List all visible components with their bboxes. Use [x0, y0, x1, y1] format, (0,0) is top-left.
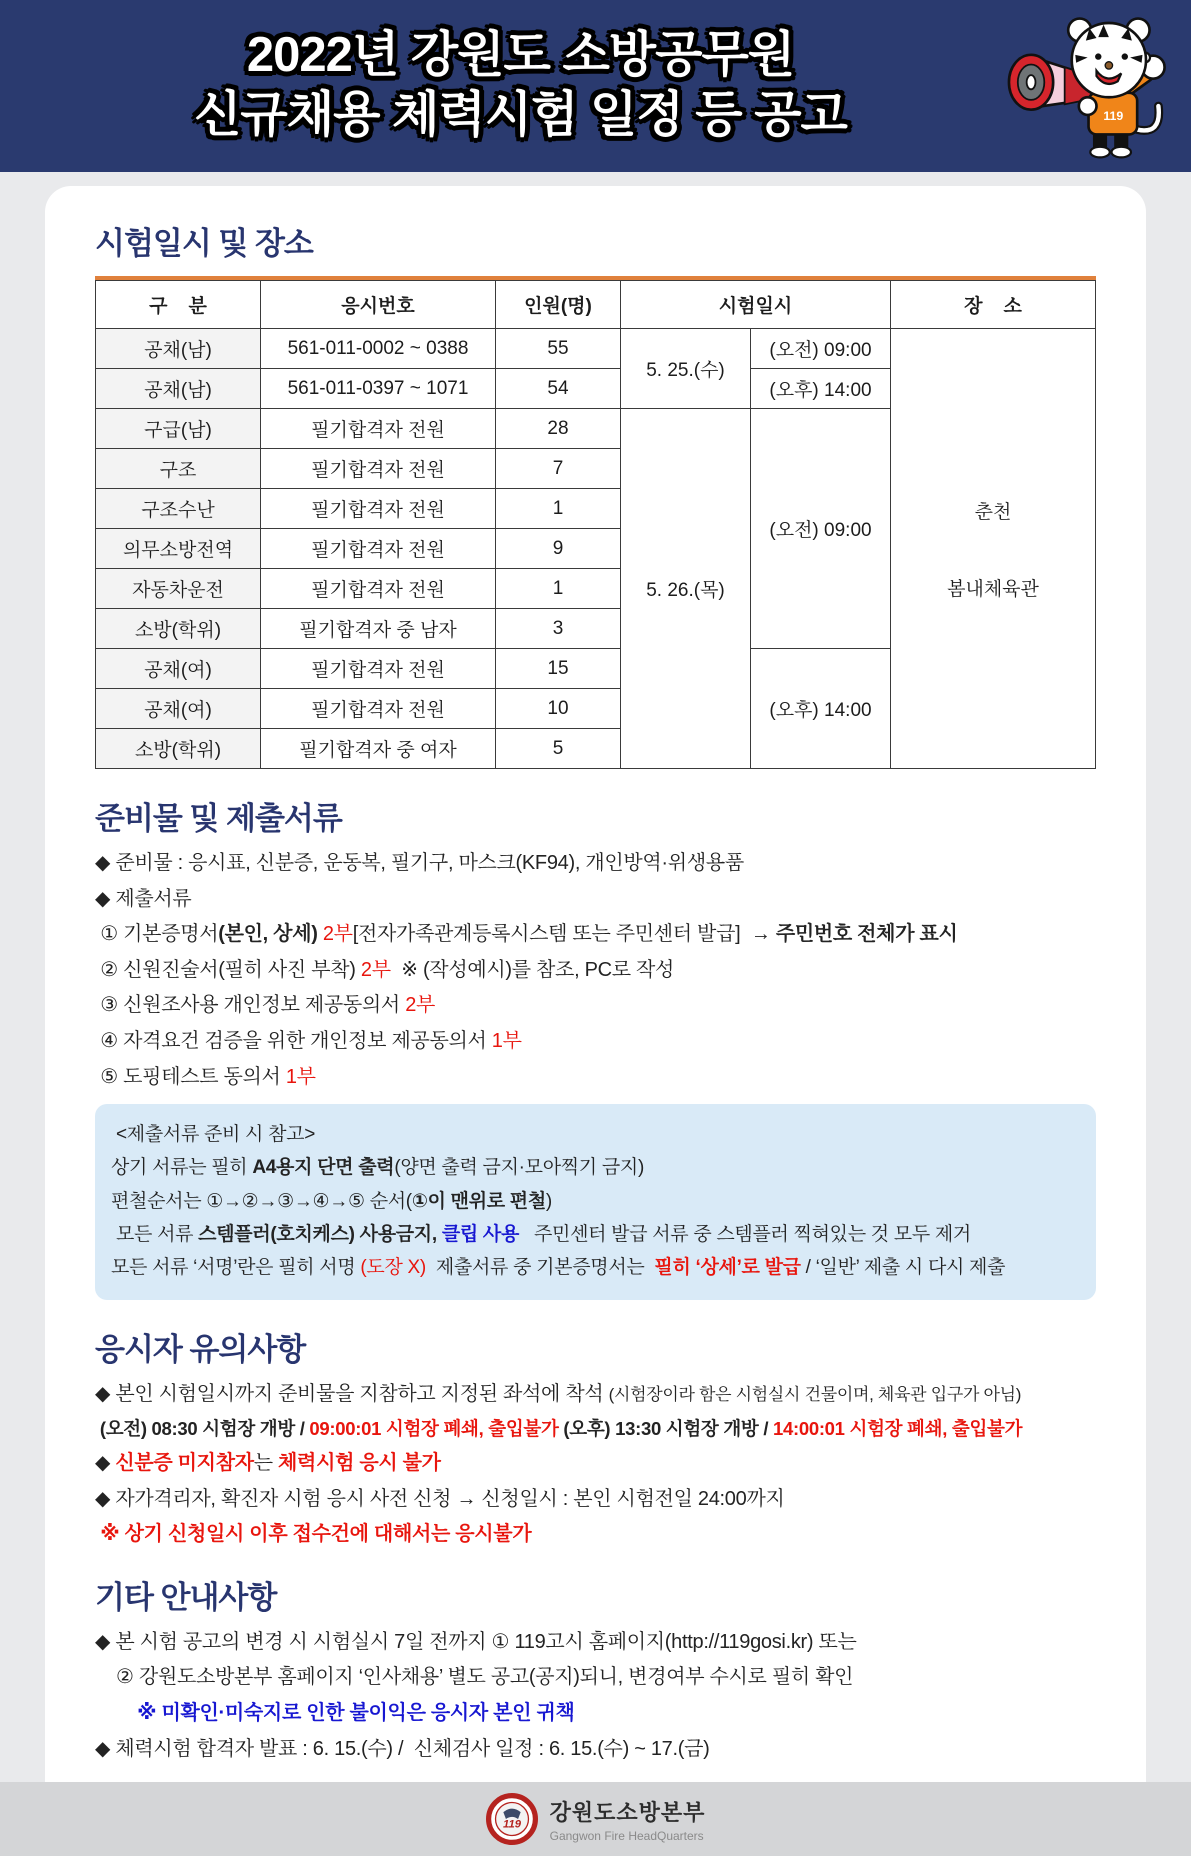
cell-time: (오전) 09:00 — [751, 409, 891, 649]
section-title-etc: 기타 안내사항 — [95, 1579, 277, 1615]
doc-line-item5: ⑤ 도핑테스트 동의서 1부 — [95, 1065, 316, 1088]
doc-line-supplies: ◆ 준비물 : 응시표, 신분증, 운동복, 필기구, 마스크(KF94), 개인방역·위생용품 — [95, 852, 744, 874]
etc-line-change-notice2: ② 강원도소방본부 홈페이지 ‘인사채용’ 별도 공고(공지)되니, 변경여부 수시로 필히 확인 — [95, 1666, 854, 1689]
place-line2: 봄내체육관 — [947, 578, 1039, 600]
notice-line-id-required: ◆ 신분증 미지참자는 체력시험 응시 불가 — [95, 1451, 441, 1474]
notice-line-seating: ◆ 본인 시험일시까지 준비물을 지참하고 지정된 좌석에 착석 (시험장이라 함은 시험실시 건물이며, 체육관 입구가 아님) — [95, 1382, 1022, 1405]
cell-count: 28 — [496, 409, 621, 449]
footer-org-name-en: Gangwon Fire HeadQuarters — [549, 1828, 704, 1843]
etc-line-responsibility: ※ 미확인·미숙지로 인한 불이익은 응시자 본인 귀책 — [95, 1701, 575, 1724]
cell-time: (오후) 14:00 — [751, 649, 891, 769]
poster-banner — [0, 0, 1191, 172]
etc-line-change-notice1: ◆ 본 시험 공고의 변경 시 시험실시 7일 전까지 ① 119고시 홈페이지(http://119gosi.kr) 또는 — [95, 1630, 857, 1653]
cell-time: (오전) 09:00 — [751, 329, 891, 369]
notice-line-quarantine: ◆ 자가격리자, 확진자 시험 응시 사전 신청 → 신청일시 : 본인 시험전일 24:00까지 — [95, 1487, 785, 1510]
note-box-title: <제출서류 준비 시 참고> — [111, 1124, 315, 1146]
notice-line-gate-times: (오전) 08:30 시험장 개방 / 09:00:01 시험장 폐쇄, 출입불가 (오후) 13:30 시험장 개방 / 14:00:01 시험장 폐쇄, 출입불가 — [95, 1418, 1023, 1440]
col-header-datetime: 시험일시 — [621, 281, 891, 329]
cell-number: 필기합격자 전원 — [261, 569, 496, 609]
table-row — [96, 329, 1096, 369]
documents-lines — [95, 851, 1096, 1090]
poster-title — [194, 26, 997, 146]
notice-lines — [95, 1382, 1096, 1548]
cell-time: (오후) 14:00 — [751, 369, 891, 409]
fire-headquarters-emblem-icon — [486, 1793, 538, 1845]
col-header-count: 인원(명) — [496, 281, 621, 329]
cell-number: 필기합격자 전원 — [261, 409, 496, 449]
table-header-row — [96, 281, 1096, 329]
cell-number: 561-011-0002 ~ 0388 — [261, 329, 496, 369]
note-box-line-stapler: 모든 서류 스템플러(호치케스) 사용금지, 클립 사용 주민센터 발급 서류 중 스템플러 찍혀있는 것 모두 제거 — [111, 1224, 971, 1246]
note-box-line-order: 편철순서는 ①→②→③→④→⑤ 순서(①이 맨위로 편철) — [111, 1190, 552, 1212]
cell-number: 필기합격자 전원 — [261, 689, 496, 729]
cell-number: 필기합격자 전원 — [261, 449, 496, 489]
cell-place — [891, 329, 1096, 769]
place-line1: 춘천 — [974, 501, 1012, 523]
cell-number: 필기합격자 전원 — [261, 489, 496, 529]
cell-number: 필기합격자 전원 — [261, 529, 496, 569]
footer-org-name: 강원도소방본부 — [549, 1799, 706, 1825]
poster-title-line2: 신규채용 체력시험 일정 등 공고 — [194, 88, 847, 142]
cell-count: 1 — [496, 489, 621, 529]
cell-number: 필기합격자 중 여자 — [261, 729, 496, 769]
poster-title-line1: 2022년 강원도 소방공무원 — [246, 28, 795, 83]
cell-category: 공채(남) — [96, 369, 261, 409]
col-header-category: 구 분 — [96, 281, 261, 329]
cell-number: 561-011-0397 ~ 1071 — [261, 369, 496, 409]
cell-count: 3 — [496, 609, 621, 649]
tiger-119-mascot-illustration — [1001, 8, 1169, 160]
cell-category: 구조 — [96, 449, 261, 489]
svg-text:119: 119 — [502, 1818, 521, 1831]
col-header-place: 장 소 — [891, 281, 1096, 329]
doc-line-item2: ② 신원진술서(필히 사진 부착) 2부 ※ (작성예시)를 참조, PC로 작성 — [95, 958, 675, 981]
cell-category: 구조수난 — [96, 489, 261, 529]
cell-count: 9 — [496, 529, 621, 569]
cell-date: 5. 25.(수) — [621, 329, 751, 409]
col-header-number: 응시번호 — [261, 281, 496, 329]
cell-number: 필기합격자 전원 — [261, 649, 496, 689]
section-title-schedule: 시험일시 및 장소 — [95, 226, 313, 261]
footer-org-block — [550, 1796, 706, 1843]
cell-count: 5 — [496, 729, 621, 769]
doc-line-item3: ③ 신원조사용 개인정보 제공동의서 2부 — [95, 994, 436, 1017]
cell-category: 공채(남) — [96, 329, 261, 369]
svg-text:119: 119 — [1103, 109, 1124, 124]
etc-lines — [95, 1630, 1096, 1762]
cell-count: 10 — [496, 689, 621, 729]
cell-count: 54 — [496, 369, 621, 409]
notice-line-no-late-apply: ※ 상기 신청일시 이후 접수건에 대해서는 응시불가 — [95, 1523, 532, 1546]
schedule-table — [95, 280, 1096, 769]
cell-count: 55 — [496, 329, 621, 369]
cell-category: 자동차운전 — [96, 569, 261, 609]
doc-line-item1: ① 기본증명서(본인, 상세) 2부[전자가족관계등록시스템 또는 주민센터 발급] → 주민번호 전체가 표시 — [95, 923, 958, 946]
cell-category: 구급(남) — [96, 409, 261, 449]
cell-category: 소방(학위) — [96, 729, 261, 769]
doc-line-item4: ④ 자격요건 검증을 위한 개인정보 제공동의서 1부 — [95, 1029, 522, 1052]
content-card — [45, 186, 1146, 1782]
note-box-line-print: 상기 서류는 필히 A4용지 단면 출력(양면 출력 금지·모아찍기 금지) — [111, 1157, 644, 1179]
footer-bar — [0, 1782, 1191, 1856]
section-title-documents: 준비물 및 제출서류 — [95, 801, 342, 836]
cell-category: 공채(여) — [96, 649, 261, 689]
cell-date: 5. 26.(목) — [621, 409, 751, 769]
doc-line-submit-docs: ◆ 제출서류 — [95, 887, 192, 910]
schedule-table-wrap — [95, 276, 1096, 769]
etc-line-result-dates: ◆ 체력시험 합격자 발표 : 6. 15.(수) / 신체검사 일정 : 6. 15.(수) ~ 17.(금) — [95, 1737, 710, 1760]
document-prep-note-box — [95, 1104, 1096, 1300]
cell-number: 필기합격자 중 남자 — [261, 609, 496, 649]
section-title-notice: 응시자 유의사항 — [95, 1331, 306, 1367]
cell-count: 1 — [496, 569, 621, 609]
cell-category: 공채(여) — [96, 689, 261, 729]
cell-category: 의무소방전역 — [96, 529, 261, 569]
cell-count: 7 — [496, 449, 621, 489]
cell-category: 소방(학위) — [96, 609, 261, 649]
cell-count: 15 — [496, 649, 621, 689]
note-box-line-signature: 모든 서류 ‘서명’란은 필히 서명 (도장 X) 제출서류 중 기본증명서는 필히 ‘상세’로 발급 / ‘일반’ 제출 시 다시 제출 — [111, 1257, 1006, 1279]
